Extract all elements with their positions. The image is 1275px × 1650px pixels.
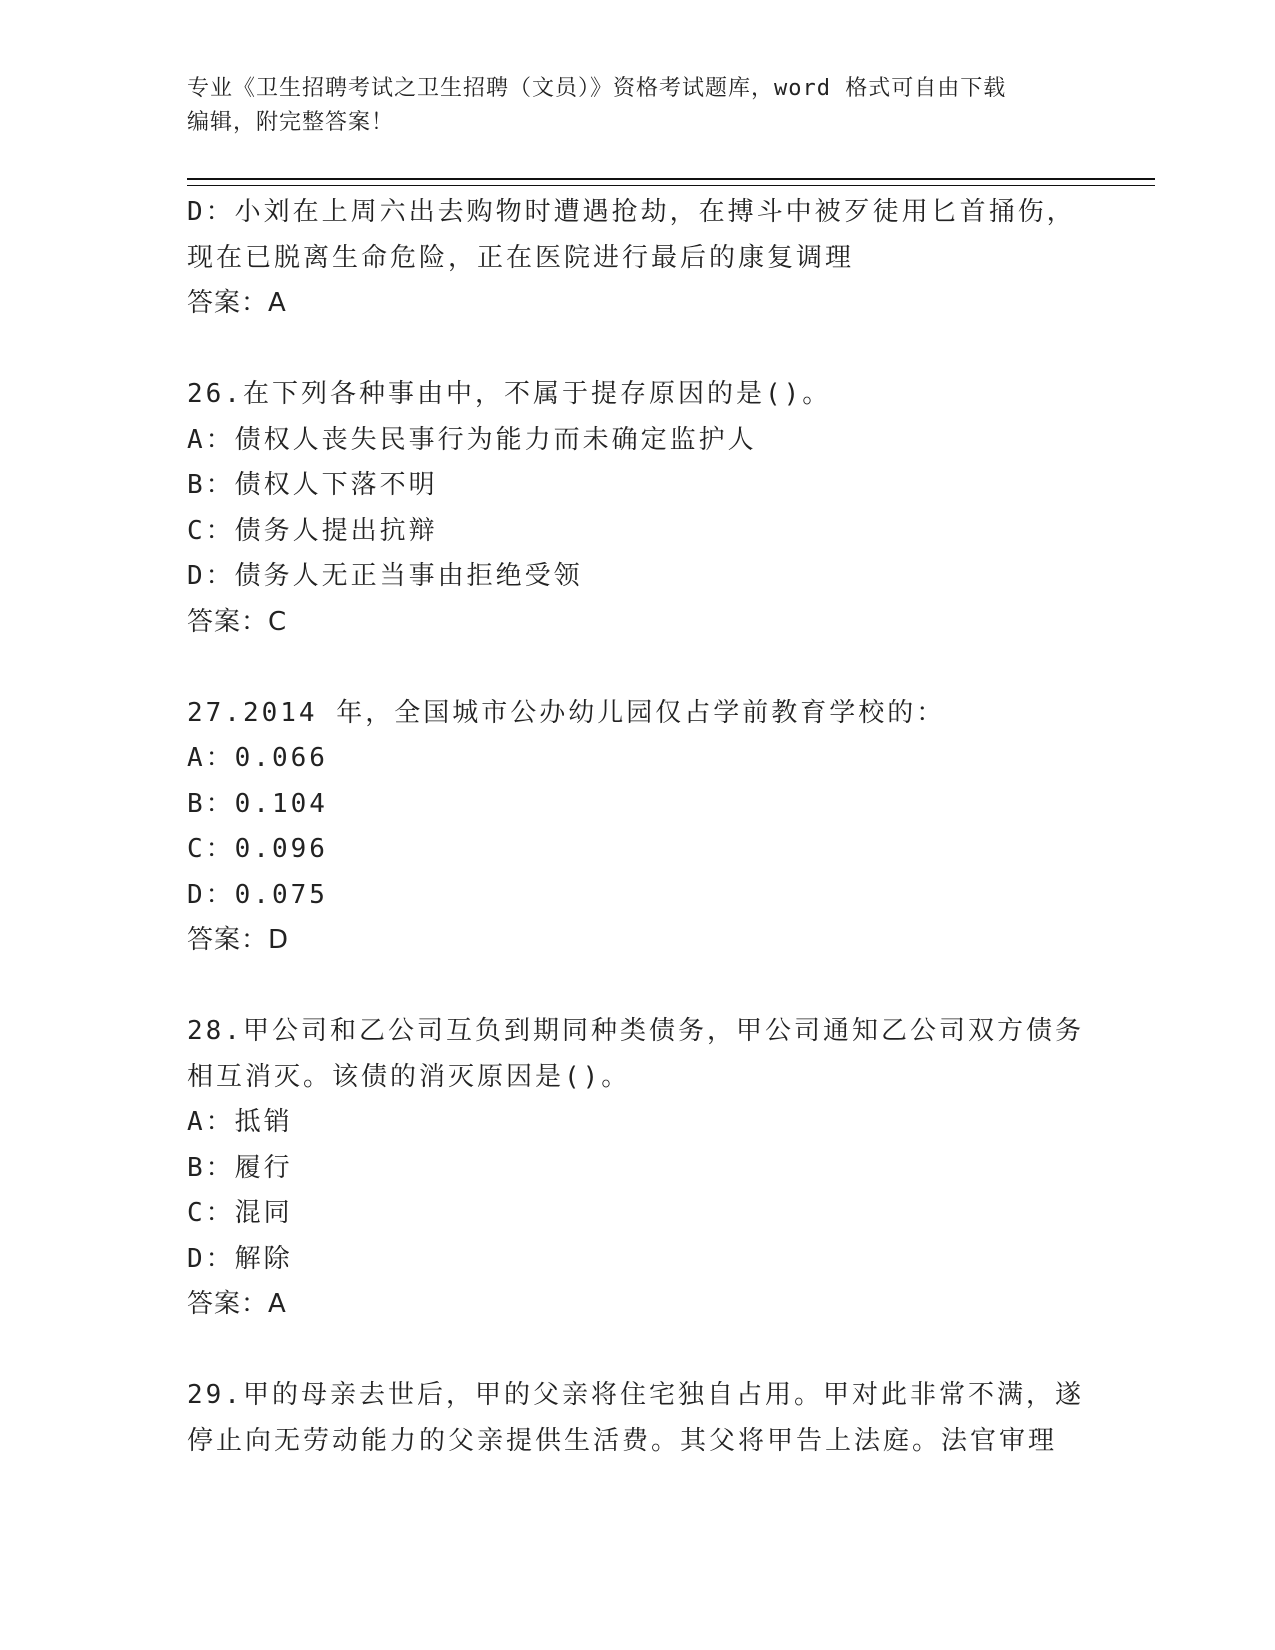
option-d: D：0.075 xyxy=(187,879,328,910)
question-text: 28.甲公司和乙公司互负到期同种类债务，甲公司通知乙公司双方债务 xyxy=(187,1016,1084,1046)
option-b: B：债权人下落不明 xyxy=(187,470,438,500)
option-d: D：解除 xyxy=(187,1243,293,1274)
option-c: C：混同 xyxy=(187,1198,293,1228)
option-d: D：小刘在上周六出去购物时遭遇抢劫，在搏斗中被歹徒用匕首捅伤， xyxy=(187,197,1076,227)
question-26 xyxy=(187,372,1087,645)
option-c: C：债务人提出抗辩 xyxy=(187,515,438,546)
question-28 xyxy=(187,1009,1087,1328)
option-c: C：0.096 xyxy=(187,834,328,864)
question-27 xyxy=(187,691,1087,964)
option-d: D：债务人无正当事由拒绝受领 xyxy=(187,561,583,591)
option-b: B：0.104 xyxy=(187,788,328,819)
question-text: 29.甲的母亲去世后，甲的父亲将住宅独自占用。甲对此非常不满，遂 xyxy=(187,1380,1084,1410)
question-text: 27.2014 年，全国城市公办幼儿园仅占学前教育学校的： xyxy=(187,697,946,728)
prev-question-block xyxy=(187,190,1087,327)
spacer xyxy=(187,1328,1087,1374)
answer-line: 答案：C xyxy=(187,606,288,637)
question-text-continued: 相互消灭。该债的消灭原因是()。 xyxy=(187,1061,631,1092)
question-29 xyxy=(187,1373,1087,1464)
header-line-1: 专业《卫生招聘考试之卫生招聘（文员）》资格考试题库，word 格式可自由下载 xyxy=(187,76,1007,101)
question-text: 26.在下列各种事由中，不属于提存原因的是()。 xyxy=(187,379,832,409)
option-d-continued: 现在已脱离生命危险，正在医院进行最后的康复调理 xyxy=(187,242,855,273)
header-divider xyxy=(187,178,1155,186)
spacer xyxy=(187,327,1087,373)
option-a: A：0.066 xyxy=(187,743,328,773)
answer-line: 答案：D xyxy=(187,925,290,955)
spacer xyxy=(187,645,1087,691)
page-header xyxy=(187,72,1087,140)
question-content xyxy=(187,190,1087,1464)
answer-line: 答案：A xyxy=(187,1289,287,1319)
header-line-2: 编辑，附完整答案！ xyxy=(187,110,395,135)
option-b: B：履行 xyxy=(187,1152,293,1183)
option-a: A：抵销 xyxy=(187,1107,293,1137)
question-text-continued: 停止向无劳动能力的父亲提供生活费。其父将甲告上法庭。法官审理 xyxy=(187,1425,1058,1456)
answer-line: 答案：A xyxy=(187,288,287,318)
option-a: A：债权人丧失民事行为能力而未确定监护人 xyxy=(187,424,757,455)
spacer xyxy=(187,964,1087,1010)
